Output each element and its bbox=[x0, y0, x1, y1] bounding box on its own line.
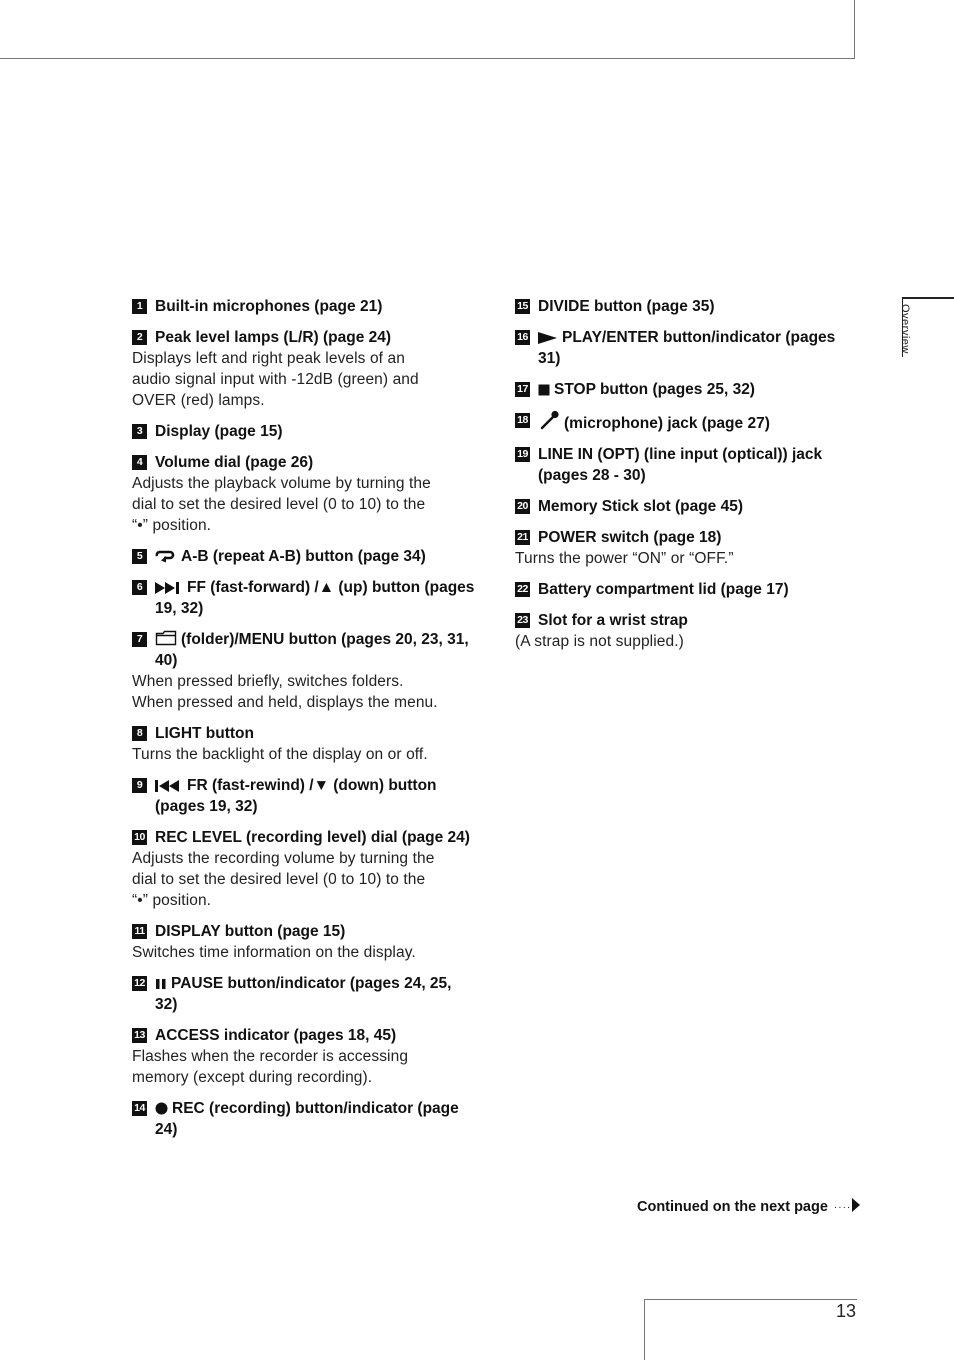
list-item bbox=[132, 327, 477, 411]
item-heading bbox=[515, 444, 850, 486]
pause-icon bbox=[155, 973, 167, 994]
item-title: Volume dial (page 26) bbox=[155, 454, 314, 471]
item-heading bbox=[132, 629, 477, 671]
continued-dots: ···· bbox=[833, 1201, 852, 1213]
folder-icon bbox=[155, 629, 177, 650]
item-heading bbox=[132, 723, 477, 744]
item-description: Displays left and right peak levels of an audio signal input with -12dB (green) and OVER (red) lamps. bbox=[132, 350, 419, 409]
microphone-icon bbox=[538, 410, 560, 434]
item-number-badge: 14 bbox=[132, 1101, 147, 1116]
item-title: LINE IN (OPT) (line input (optical)) jack (pages 28 - 30) bbox=[538, 446, 823, 484]
item-title: PAUSE button/indicator (pages 24, 25, 32) bbox=[155, 975, 452, 1013]
list-item bbox=[132, 421, 477, 442]
item-heading bbox=[132, 1025, 477, 1046]
item-title: PLAY/ENTER button/indicator (pages 31) bbox=[538, 329, 836, 367]
fast-rewind-icon bbox=[155, 775, 183, 796]
play-icon bbox=[538, 327, 558, 348]
item-title: FF (fast-forward) /▲ (up) button (pages 19, 32) bbox=[155, 579, 475, 617]
item-number-badge: 8 bbox=[132, 726, 147, 741]
item-heading bbox=[515, 610, 850, 631]
item-description: Adjusts the recording volume by turning the dial to set the desired level (0 to 10) to the “•” position. bbox=[132, 850, 435, 909]
item-number-badge: 1 bbox=[132, 299, 147, 314]
item-heading-text bbox=[538, 496, 850, 517]
item-number-badge: 17 bbox=[515, 382, 530, 397]
item-number-badge: 19 bbox=[515, 447, 530, 462]
item-heading-text bbox=[155, 421, 477, 442]
stop-icon bbox=[538, 379, 550, 400]
item-title: (microphone) jack (page 27) bbox=[564, 415, 770, 432]
item-number-badge: 7 bbox=[132, 632, 147, 647]
item-description: Adjusts the playback volume by turning the dial to set the desired level (0 to 10) to the “•” position. bbox=[132, 475, 431, 534]
item-heading-text bbox=[155, 827, 477, 848]
item-heading bbox=[132, 973, 477, 1015]
item-heading bbox=[132, 827, 477, 848]
item-title: Slot for a wrist strap bbox=[538, 612, 688, 629]
item-number-badge: 22 bbox=[515, 582, 530, 597]
item-heading-text bbox=[155, 1098, 477, 1140]
item-number-badge: 10 bbox=[132, 830, 147, 845]
item-description: When pressed briefly, switches folders. When pressed and held, displays the menu. bbox=[132, 673, 438, 711]
item-heading bbox=[132, 327, 477, 348]
side-tab-line bbox=[902, 297, 954, 299]
item-number-badge: 5 bbox=[132, 549, 147, 564]
page-number: 13 bbox=[836, 1301, 857, 1321]
left-column bbox=[132, 296, 477, 1150]
item-title: REC LEVEL (recording level) dial (page 24) bbox=[155, 829, 470, 846]
continued-note bbox=[637, 1198, 860, 1216]
item-heading bbox=[132, 1098, 477, 1140]
item-number-badge: 23 bbox=[515, 613, 530, 628]
record-icon bbox=[155, 1098, 168, 1119]
item-title: A-B (repeat A-B) button (page 34) bbox=[181, 548, 426, 565]
item-heading-text bbox=[155, 1025, 477, 1046]
item-heading-text bbox=[155, 921, 477, 942]
item-heading-text bbox=[538, 410, 850, 434]
item-heading-text bbox=[155, 775, 477, 817]
list-item bbox=[132, 973, 477, 1015]
item-heading bbox=[515, 527, 850, 548]
item-description: (A strap is not supplied.) bbox=[515, 633, 684, 650]
list-item bbox=[132, 296, 477, 317]
item-heading-text bbox=[538, 444, 850, 486]
item-number-badge: 12 bbox=[132, 976, 147, 991]
item-heading bbox=[515, 296, 850, 317]
item-title: Memory Stick slot (page 45) bbox=[538, 498, 744, 515]
item-title: Display (page 15) bbox=[155, 423, 283, 440]
item-heading bbox=[132, 452, 477, 473]
item-heading bbox=[132, 577, 477, 619]
item-heading-text bbox=[155, 973, 477, 1015]
item-title: DISPLAY button (page 15) bbox=[155, 923, 346, 940]
list-item bbox=[132, 1098, 477, 1140]
item-heading-text bbox=[155, 452, 477, 473]
item-heading-text bbox=[538, 579, 850, 600]
item-title: Battery compartment lid (page 17) bbox=[538, 581, 789, 598]
list-item bbox=[132, 629, 477, 713]
list-item bbox=[515, 296, 850, 317]
arrow-right-icon bbox=[852, 1198, 860, 1216]
item-heading bbox=[515, 579, 850, 600]
item-heading-text bbox=[538, 527, 850, 548]
item-heading bbox=[515, 379, 850, 400]
item-number-badge: 11 bbox=[132, 924, 147, 939]
item-heading bbox=[515, 496, 850, 517]
item-number-badge: 2 bbox=[132, 330, 147, 345]
item-number-badge: 3 bbox=[132, 424, 147, 439]
list-item bbox=[515, 496, 850, 517]
item-title: STOP button (pages 25, 32) bbox=[554, 381, 755, 398]
list-item bbox=[515, 410, 850, 434]
list-item bbox=[132, 452, 477, 536]
list-item bbox=[515, 444, 850, 486]
item-number-badge: 16 bbox=[515, 330, 530, 345]
item-title: Peak level lamps (L/R) (page 24) bbox=[155, 329, 392, 346]
list-item bbox=[132, 577, 477, 619]
item-heading-text bbox=[155, 327, 477, 348]
list-item bbox=[132, 921, 477, 963]
item-description: Flashes when the recorder is accessing memory (except during recording). bbox=[132, 1048, 409, 1086]
item-heading-text bbox=[538, 610, 850, 631]
continued-text: Continued on the next page bbox=[637, 1199, 828, 1215]
item-title: LIGHT button bbox=[155, 725, 254, 742]
list-item bbox=[515, 527, 850, 569]
item-heading bbox=[515, 410, 850, 434]
right-column bbox=[515, 296, 850, 662]
item-heading-text bbox=[155, 723, 477, 744]
top-frame bbox=[0, 0, 855, 59]
item-number-badge: 15 bbox=[515, 299, 530, 314]
item-title: FR (fast-rewind) /▼ (down) button (pages 19, 32) bbox=[155, 777, 437, 815]
fast-forward-icon bbox=[155, 577, 183, 598]
list-item bbox=[515, 579, 850, 600]
item-number-badge: 6 bbox=[132, 580, 147, 595]
item-number-badge: 13 bbox=[132, 1028, 147, 1043]
item-heading bbox=[132, 921, 477, 942]
item-description: Turns the power “ON” or “OFF.” bbox=[515, 550, 734, 567]
list-item bbox=[132, 775, 477, 817]
item-heading-text bbox=[155, 546, 477, 567]
item-heading bbox=[132, 775, 477, 817]
repeat-icon bbox=[155, 546, 177, 567]
item-title: DIVIDE button (page 35) bbox=[538, 298, 715, 315]
list-item bbox=[132, 827, 477, 911]
list-item bbox=[132, 723, 477, 765]
item-title: (folder)/MENU button (pages 20, 23, 31, 40) bbox=[155, 631, 469, 669]
item-heading bbox=[132, 296, 477, 317]
item-title: REC (recording) button/indicator (page 24) bbox=[155, 1100, 459, 1138]
item-heading-text bbox=[155, 296, 477, 317]
item-number-badge: 18 bbox=[515, 413, 530, 428]
list-item bbox=[132, 1025, 477, 1088]
item-heading bbox=[132, 546, 477, 567]
item-heading-text bbox=[538, 379, 850, 400]
list-item bbox=[132, 546, 477, 567]
list-item bbox=[515, 327, 850, 369]
item-description: Turns the backlight of the display on or off. bbox=[132, 746, 428, 763]
item-number-badge: 20 bbox=[515, 499, 530, 514]
side-tab-label: Overview bbox=[899, 304, 911, 354]
list-item bbox=[515, 379, 850, 400]
item-description: Switches time information on the display. bbox=[132, 944, 416, 961]
item-heading-text bbox=[155, 577, 477, 619]
list-item bbox=[515, 610, 850, 652]
item-number-badge: 21 bbox=[515, 530, 530, 545]
item-heading bbox=[132, 421, 477, 442]
item-heading-text bbox=[155, 629, 477, 671]
item-title: POWER switch (page 18) bbox=[538, 529, 722, 546]
item-title: ACCESS indicator (pages 18, 45) bbox=[155, 1027, 397, 1044]
item-heading-text bbox=[538, 327, 850, 369]
item-number-badge: 9 bbox=[132, 778, 147, 793]
item-title: Built-in microphones (page 21) bbox=[155, 298, 383, 315]
item-heading bbox=[515, 327, 850, 369]
item-heading-text bbox=[538, 296, 850, 317]
item-number-badge: 4 bbox=[132, 455, 147, 470]
bottom-frame bbox=[644, 1299, 857, 1360]
